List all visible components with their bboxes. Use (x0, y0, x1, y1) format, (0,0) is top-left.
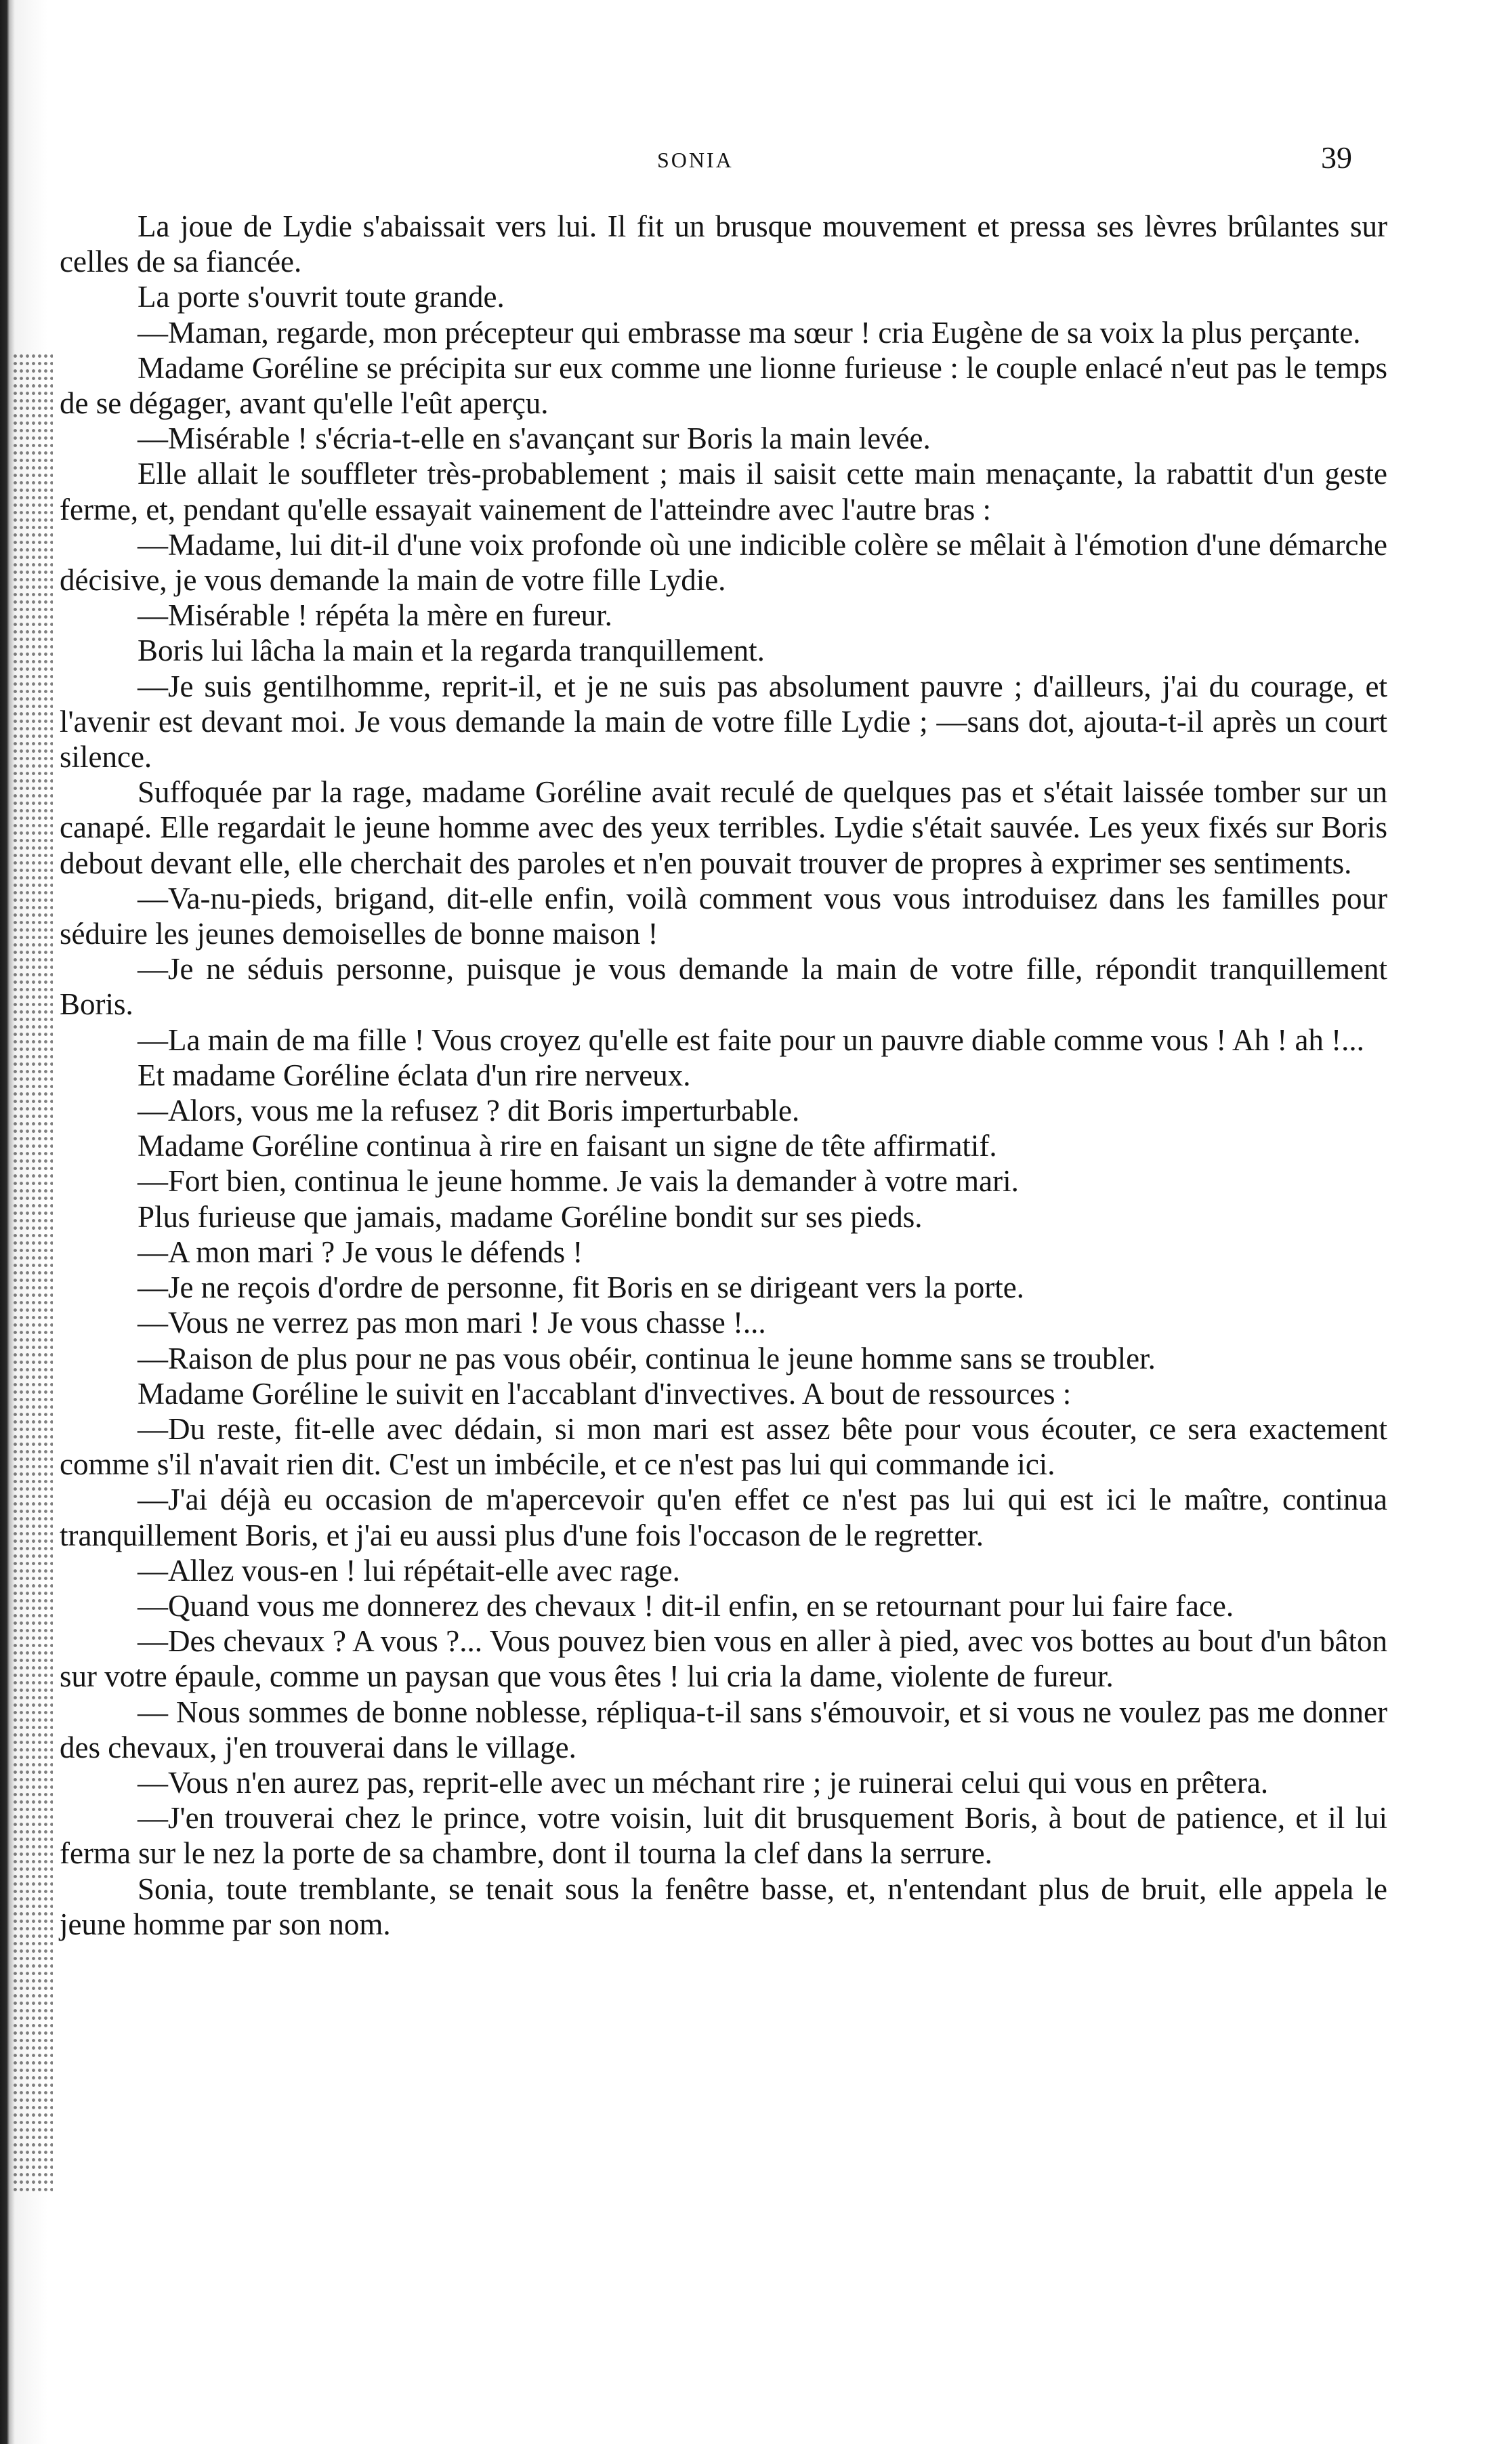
paragraph: —Vous n'en aurez pas, reprit-elle avec un méchant rire ; je ruinerai celui qui vous en prêtera. (138, 1765, 1269, 1800)
body-text (60, 209, 1387, 1942)
paragraph: —Je ne séduis personne, puisque je vous demande la main de votre fille, répondit tranquillement Boris. (60, 952, 1387, 1022)
paragraph: Elle allait le souffleter très-probablement ; mais il saisit cette main menaçante, la rabattit d'un geste ferme, et, pendant qu'elle essayait vainement de l'atteindre avec l'autre bras : (60, 457, 1387, 526)
paragraph: —Va-nu-pieds, brigand, dit-elle enfin, voilà comment vous vous introduisez dans les familles pour séduire les jeunes demoiselles de bonne maison ! (60, 881, 1387, 951)
paragraph: — Nous sommes de bonne noblesse, répliqua-t-il sans s'émouvoir, et si vous ne voulez pas me donner des chevaux, j'en trouverai dans le village. (60, 1695, 1387, 1764)
paragraph: —Je ne reçois d'ordre de personne, fit Boris en se dirigeant vers la porte. (138, 1270, 1024, 1305)
paragraph: —Misérable ! répéta la mère en fureur. (138, 598, 612, 633)
paragraph: —J'ai déjà eu occasion de m'apercevoir qu'en effet ce n'est pas lui qui est ici le maître, continua tranquillement Boris, et j'ai eu aussi plus d'une fois l'occason de le regretter. (60, 1483, 1387, 1552)
paragraph: Et madame Goréline éclata d'un rire nerveux. (138, 1058, 691, 1092)
paragraph: —J'en trouverai chez le prince, votre voisin, luit dit brusquement Boris, à bout de patience, et il lui ferma sur le nez la porte de sa chambre, dont il tourna la clef dans la serrure. (60, 1801, 1387, 1871)
running-header (0, 140, 1512, 180)
paragraph: Suffoquée par la rage, madame Goréline avait reculé de quelques pas et s'était laissée tomber sur un canapé. Elle regardait le jeune homme avec des yeux terribles. Lydie s'était sauvée. Les yeux fixés sur Boris debout devant elle, elle cherchait des paroles et n'en pouvait trouver de propres à exprimer ses sentiments. (60, 775, 1387, 880)
paragraph: —Vous ne verrez pas mon mari ! Je vous chasse !... (138, 1306, 766, 1340)
paragraph: —Misérable ! s'écria-t-elle en s'avançant sur Boris la main levée. (138, 421, 931, 456)
paragraph: —Raison de plus pour ne pas vous obéir, continua le jeune homme sans se troubler. (138, 1341, 1156, 1375)
paragraph: Plus furieuse que jamais, madame Goréline bondit sur ses pieds. (138, 1199, 923, 1234)
paragraph: —Je suis gentilhomme, reprit-il, et je ne suis pas absolument pauvre ; d'ailleurs, j'ai du courage, et l'avenir est devant moi. Je vous demande la main de votre fille Lydie ; —sans dot, ajouta-t-il après un court silence. (60, 669, 1387, 774)
paragraph: —A mon mari ? Je vous le défends ! (138, 1235, 583, 1269)
running-title: SONIA (657, 148, 734, 172)
paragraph: Madame Goréline se précipita sur eux comme une lionne furieuse : le couple enlacé n'eut pas le temps de se dégager, avant qu'elle l'eût aperçu. (60, 350, 1387, 421)
paragraph: —Du reste, fit-elle avec dédain, si mon mari est assez bête pour vous écouter, ce sera exactement comme s'il n'avait rien dit. C'est un imbécile, et ce n'est pas lui qui commande ici. (60, 1411, 1387, 1482)
paragraph: —Madame, lui dit-il d'une voix profonde où une indicible colère se mêlait à l'émotion d'une démarche décisive, je vous demande la main de votre fille Lydie. (60, 527, 1387, 598)
paragraph: Madame Goréline le suivit en l'accablant d'invectives. A bout de ressources : (138, 1376, 1072, 1411)
paragraph: Sonia, toute tremblante, se tenait sous la fenêtre basse, et, n'entendant plus de bruit, elle appela le jeune homme par son nom. (60, 1871, 1387, 1941)
paragraph: La porte s'ouvrit toute grande. (138, 280, 505, 314)
paragraph: —Quand vous me donnerez des chevaux ! dit-il enfin, en se retournant pour lui faire face. (138, 1588, 1234, 1623)
paragraph: —Fort bien, continua le jeune homme. Je vais la demander à votre mari. (138, 1164, 1019, 1199)
paragraph: Madame Goréline continua à rire en faisant un signe de tête affirmatif. (138, 1129, 997, 1163)
paragraph: —Maman, regarde, mon précepteur qui embrasse ma sœur ! cria Eugène de sa voix la plus perçante. (138, 315, 1361, 350)
paragraph: Boris lui lâcha la main et la regarda tranquillement. (138, 634, 765, 668)
paragraph: —La main de ma fille ! Vous croyez qu'elle est faite pour un pauvre diable comme vous ! Ah ! ah !... (138, 1022, 1364, 1057)
paragraph: —Allez vous-en ! lui répétait-elle avec rage. (138, 1553, 680, 1588)
page-number: 39 (1321, 140, 1352, 175)
paragraph: La joue de Lydie s'abaissait vers lui. Il fit un brusque mouvement et pressa ses lèvres brûlantes sur celles de sa fiancée. (60, 209, 1387, 279)
paragraph: —Alors, vous me la refusez ? dit Boris imperturbable. (138, 1094, 800, 1128)
paragraph: —Des chevaux ? A vous ?... Vous pouvez bien vous en aller à pied, avec vos bottes au bout d'un bâton sur votre épaule, comme un paysan que vous êtes ! lui cria la dame, violente de fureur. (60, 1624, 1387, 1694)
scan-noise (12, 352, 53, 2195)
